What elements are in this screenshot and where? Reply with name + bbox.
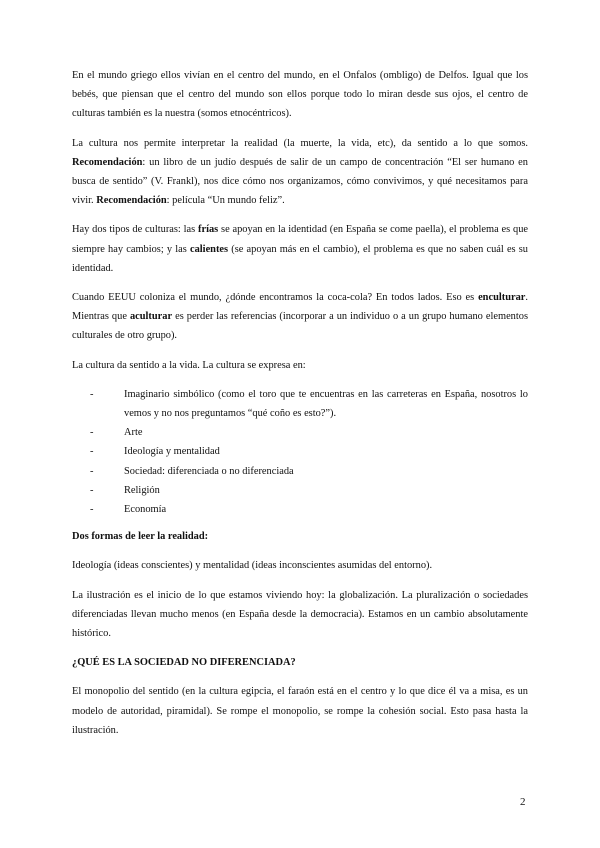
list-item [72, 462, 528, 481]
paragraph-ilustracion: La ilustración es el inicio de lo que estamos viviendo hoy: la globalización. La pluralización o sociedades diferenciadas llevan mucho menos (en España desde la democracia). Estamos en un cambio absolutamente histórico. [72, 589, 528, 640]
paragraph-onfalos: En el mundo griego ellos vivían en el centro del mundo, en el Onfalos (ombligo) de Delfos. Igual que los bebés, que piensan que el centro del mundo son ellos porque todo lo miran desde sus ojos, el centro de culturas también es la nuestra (somos etnocéntricos). [72, 70, 528, 120]
list-item [72, 481, 528, 500]
bold-recomendacion: Recomendación [96, 195, 167, 207]
text-segment: : un libro de un judío después de salir de un campo de concentración “El ser humano en busca de sentido” (V. Frankl), nos dice cómo nos organizamos, cómo convivimos, y qué necesitamos para vivir. [72, 156, 528, 207]
section-heading-dos-formas: Dos formas de leer la realidad: [72, 531, 209, 543]
text-segment: : película “Un mundo feliz”. [166, 195, 285, 207]
paragraph-enculturar [72, 288, 528, 346]
text-segment: Cuando EEUU coloniza el mundo, ¿dónde encontramos la coca-cola? En todos lados. Eso es [72, 292, 479, 304]
section-heading-sociedad-no-diferenciada: ¿QUÉ ES LA SOCIEDAD NO DIFERENCIADA? [72, 657, 296, 669]
expression-list [72, 385, 528, 519]
paragraph-monopolio: El monopolio del sentido (en la cultura egipcia, el faraón está en el centro y lo que dice él va a misa, es un modelo de autoridad, piramidal). Se rompe el monopolio, se rompe la cohesión social. Esto pasa hasta la ilustración. [72, 686, 528, 736]
page-number: 2 [520, 796, 526, 808]
dash-marker: - [90, 427, 94, 439]
list-item-text: Sociedad: diferenciada o no diferenciada [124, 465, 294, 477]
dash-marker: - [90, 388, 94, 400]
list-item-text: Imaginario simbólico (como el toro que te encuentras en las carreteras en España, nosotros lo vemos y no nos preguntamos “qué coño es esto?”). [124, 388, 528, 420]
list-item-text: Economía [124, 504, 167, 516]
bold-aculturar: aculturar [129, 311, 173, 323]
text-segment: La cultura nos permite interpretar la realidad (la muerte, la vida, etc), da sentido a lo que somos. [72, 137, 528, 149]
text-segment: es perder las referencias (incorporar a un individuo o a un grupo humano elementos culturales de otro grupo). [72, 311, 528, 342]
list-item [72, 385, 528, 423]
list-item-text: Arte [124, 427, 143, 439]
dash-marker: - [90, 465, 94, 477]
bold-frias: frías [198, 224, 219, 236]
list-item-text: Ideología y mentalidad [124, 446, 220, 458]
dash-marker: - [90, 446, 94, 458]
list-item [72, 500, 528, 519]
text-segment: Hay dos tipos de culturas: las [72, 224, 198, 236]
paragraph-cultura-sentido [72, 134, 528, 211]
dash-marker: - [90, 504, 94, 516]
text-segment: . Mientras que [72, 292, 528, 323]
bold-enculturar: enculturar [478, 292, 526, 304]
bold-recomendacion: Recomendación [72, 156, 143, 168]
paragraph-ideologia: Ideología (ideas conscientes) y mentalidad (ideas inconscientes asumidas del entorno). [72, 560, 433, 572]
dash-marker: - [90, 484, 94, 496]
paragraph-cultura-expresa: La cultura da sentido a la vida. La cultura se expresa en: [72, 359, 306, 371]
list-item-text: Religión [124, 484, 160, 496]
list-item [72, 442, 528, 461]
text-segment: se apoyan en la identidad (en España se come paella), el problema es que siempre hay cambios; y las [72, 224, 528, 255]
bold-calientes: calientes [189, 243, 229, 255]
document-body [72, 66, 528, 750]
text-segment: (se apoyan más en el cambio), el problema es que no saben cuál es su identidad. [72, 243, 529, 274]
paragraph-tipos-culturas [72, 220, 528, 278]
list-item [72, 423, 528, 442]
